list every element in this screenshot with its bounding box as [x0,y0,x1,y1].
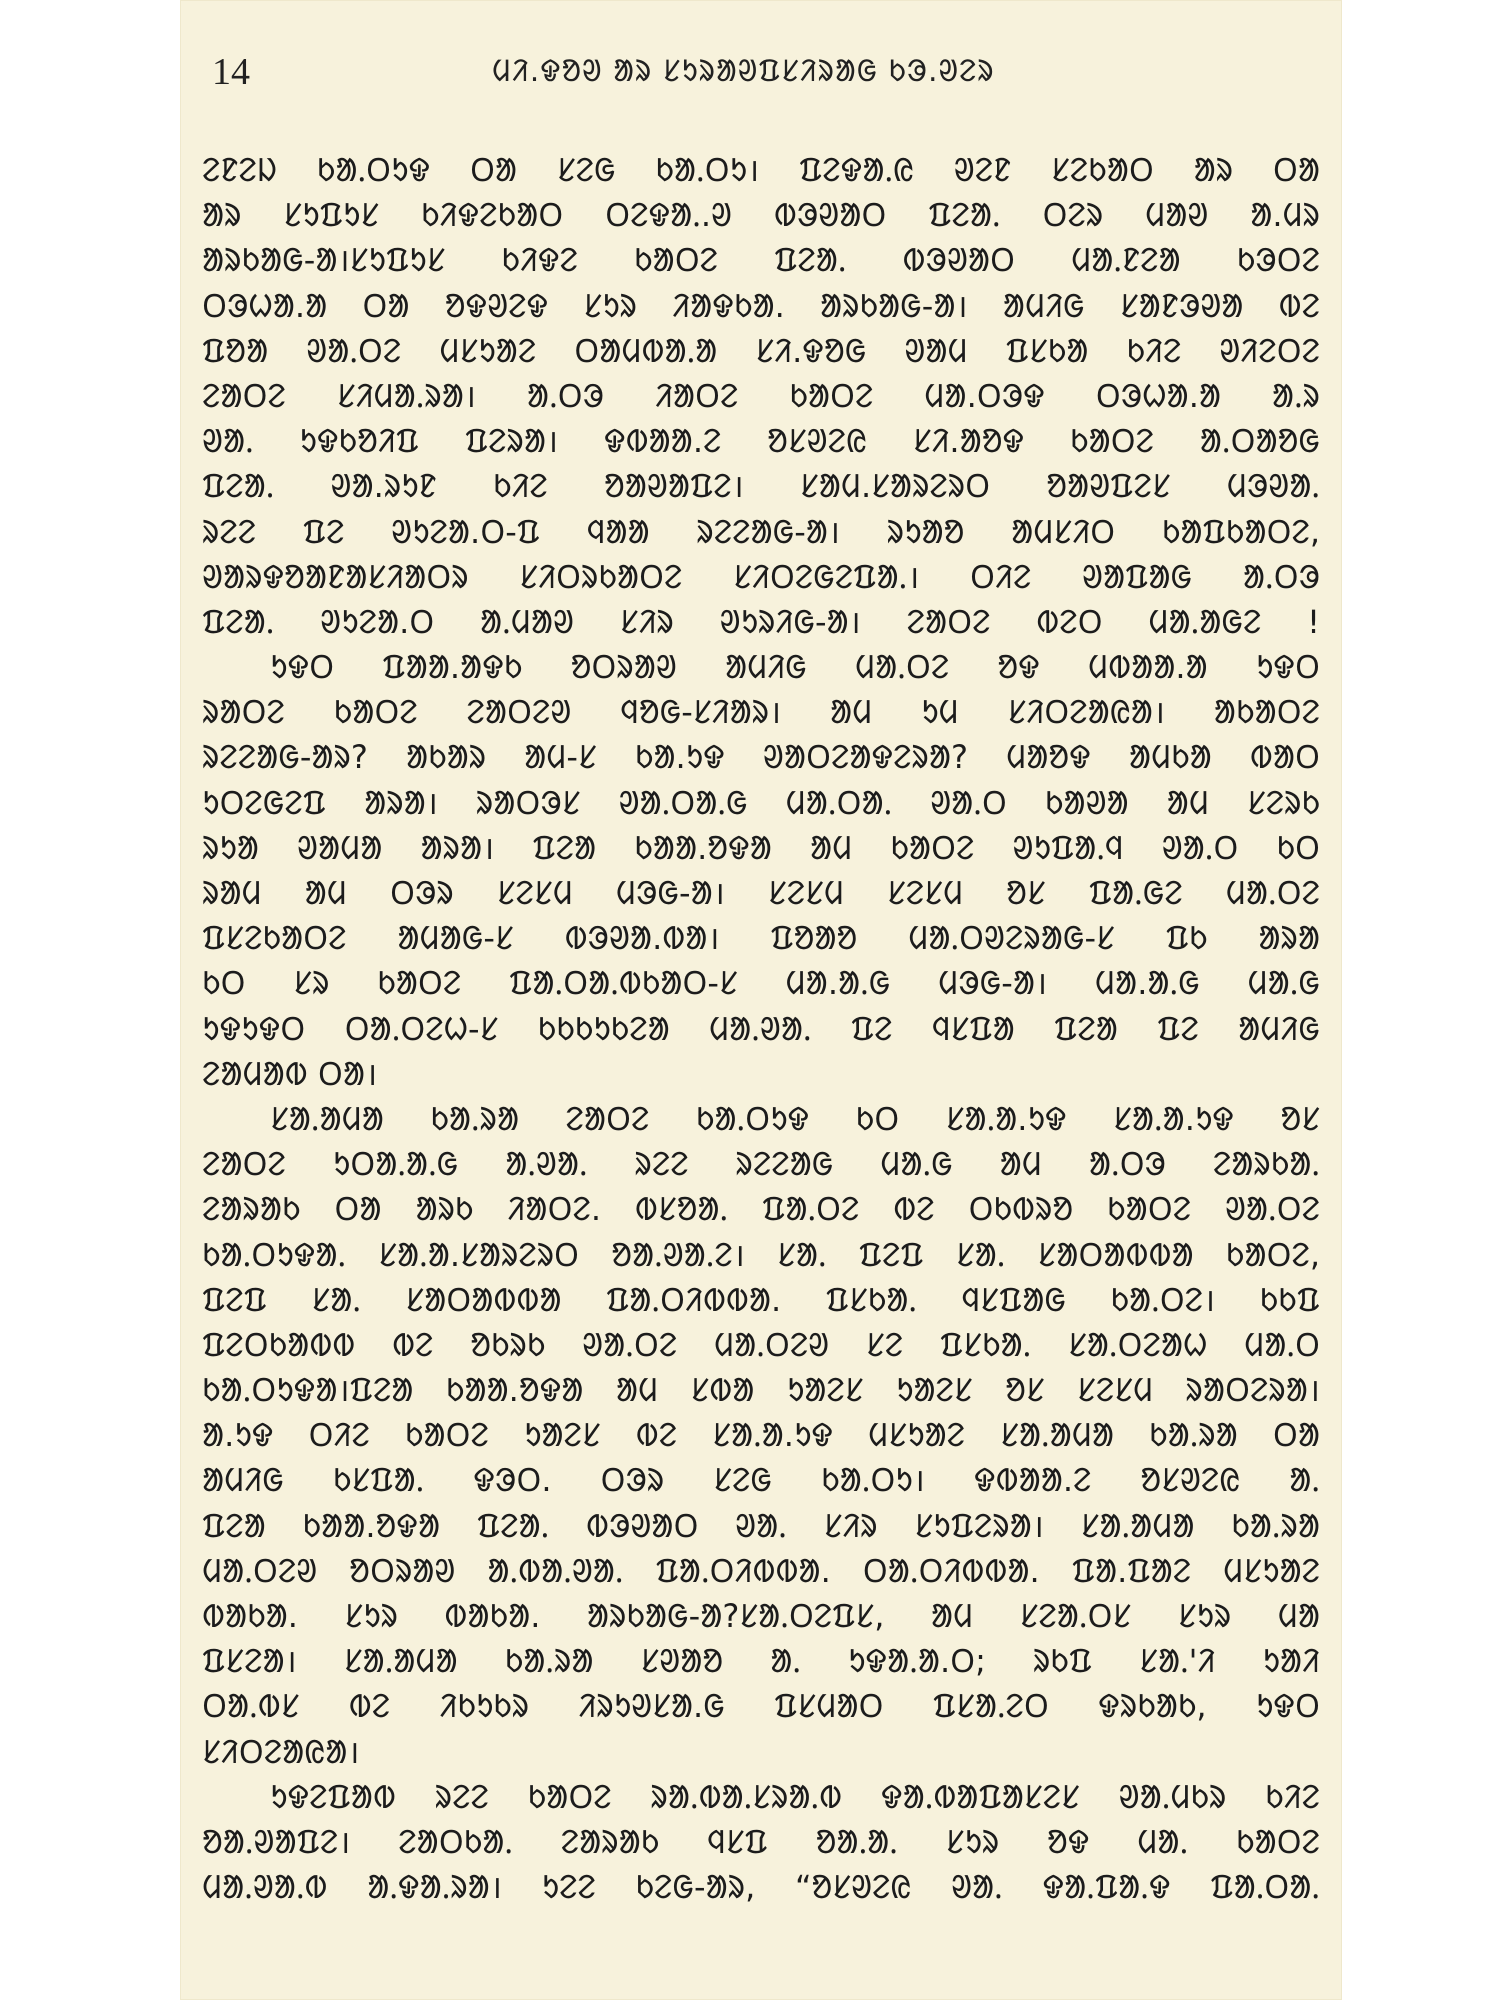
paragraph [202,148,1320,645]
text-line: ᱨᱩᱟ ᱣᱟᱢᱟ ᱟᱨᱟ। ᱯᱮᱟ ᱠᱟᱟ.ᱚᱫᱟ ᱟᱢ ᱠᱟᱛᱮ ᱣᱩᱯᱟᱹᱧ ᱣᱟᱹᱛ ᱠᱛ [202,828,1320,867]
paragraph [202,645,1320,1097]
text-line: ᱨᱟᱢ ᱟᱢ ᱛᱳᱨ ᱥᱮᱥᱢ ᱢᱳᱜ-ᱟ। ᱥᱮᱥᱢ ᱥᱮᱥᱢ ᱚᱥ ᱯᱟᱹᱜᱮ ᱢᱟᱹᱛᱮ [202,874,1320,912]
running-title: ᱢᱤ.ᱫᱚᱣ ᱟᱨ ᱥᱩᱨᱟᱣᱯᱥᱤᱨᱟᱜ ᱠᱳ.ᱣᱮᱨ [492,54,995,89]
page-header [212,44,1274,100]
text-line: ᱨᱮᱮᱟᱜ-ᱟᱨ? ᱟᱠᱟᱨ ᱟᱢ-ᱥ ᱠᱟ.ᱩᱫ ᱣᱟᱛᱮᱟᱫᱮᱨᱟ? ᱢᱟᱚᱫ ᱟᱢᱠᱟ ᱵᱟᱛ [202,738,1320,777]
text-line: ᱟᱨᱠᱟᱜ-ᱟ।ᱥᱩᱯᱩᱥ ᱠᱤᱫᱮ ᱠᱟᱛᱮ ᱯᱮᱟᱹ ᱵᱳᱣᱟᱛ ᱢᱟᱹᱱᱮᱟ ᱠᱳᱛᱮ [202,241,1320,280]
text-line: ᱩᱫᱮᱯᱟᱵ ᱨᱮᱮ ᱠᱟᱛᱮ ᱨᱟᱹᱵᱟᱹᱥᱨᱟᱹᱵ ᱫᱟᱹᱵᱟᱯᱟᱥᱮᱥ ᱣᱟᱹᱢᱠᱨ ᱠᱤᱮ [270,1777,1320,1816]
text-line: ᱠᱟᱹᱛᱩᱫᱟᱹ ᱥᱟᱹᱟ.ᱥᱟᱨᱮᱨᱛ ᱚᱟᱹᱣᱟᱹᱮ। ᱥᱟᱹ ᱯᱮᱯ ᱥᱟᱹ ᱥᱟᱛᱟᱵᱵᱟ ᱠᱟᱛᱮ, [202,1235,1320,1274]
paragraph [202,1775,1320,1911]
text-line: ᱯᱮᱛᱠᱟᱵᱵ ᱵᱮ ᱚᱠᱨᱠ ᱣᱟᱹᱛᱮ ᱢᱟᱹᱛᱮᱣ ᱥᱮ ᱯᱥᱠᱟᱹ ᱥᱟᱹᱛᱮᱟᱦ ᱢᱟᱹᱛ [202,1325,1320,1364]
text-line: ᱯᱥᱮᱟ। ᱥᱟᱹᱟᱢᱟ ᱠᱟᱹᱨᱟ ᱥᱣᱟᱚ ᱟᱹ ᱩᱫᱟᱹᱟ.ᱛ; ᱨᱠᱯ ᱥᱟᱹ'ᱤ ᱩᱟᱤ [202,1642,1320,1681]
text-line: ᱯᱮᱯ ᱥᱟᱹ ᱥᱟᱛᱟᱵᱵᱟ ᱯᱟᱹᱛᱤᱵᱵᱟ. ᱯᱥᱠᱟᱹ ᱧᱥᱯᱟᱜ ᱠᱟᱹᱛᱮ। ᱠᱠᱯ [202,1280,1320,1319]
text-line: ᱥᱤᱛᱮᱟᱭᱟ। [202,1732,360,1771]
text-line: ᱯᱮᱟᱹ ᱣᱩᱮᱟ.ᱛ ᱟᱹᱢᱟᱣ ᱥᱤᱨ ᱣᱩᱨᱤᱜ-ᱟ। ᱮᱟᱛᱮ ᱵᱮᱛ ᱢᱟᱹᱟᱜᱮ ! [202,602,1320,641]
text-line: ᱢᱟᱹᱛᱮᱣ ᱚᱛᱨᱟᱣ ᱟᱹᱵᱟᱹᱣᱟᱹ ᱯᱟᱹᱛᱤᱵᱵᱟ. ᱛᱟᱹᱛᱤᱵᱵᱟ. ᱯᱟ.ᱯᱟᱮ ᱢᱥᱩᱟᱮ [202,1551,1320,1590]
text-line: ᱛᱟᱹᱵᱥ ᱵᱮ ᱤᱠᱩᱠᱨ ᱤᱨᱩᱣᱥᱟ.ᱜ ᱯᱥᱢᱟᱛ ᱯᱥᱟᱹᱮᱛ ᱫᱨᱠᱟᱠ, ᱩᱫᱛ [202,1687,1320,1726]
text-line: ᱵᱟᱠᱟ. ᱥᱩᱨ ᱵᱟᱠᱟ. ᱟᱨᱠᱟᱜ-ᱟ?ᱥᱟᱹᱛᱮᱯᱥ, ᱟᱢ ᱥᱮᱟᱹᱛᱥ ᱥᱩᱨ ᱢᱟ [202,1597,1320,1635]
text-line: ᱯᱮᱟ ᱠᱟᱟ.ᱚᱫᱟ ᱯᱮᱟᱹ ᱵᱳᱣᱟᱛ ᱣᱟᱹ ᱥᱤᱨ ᱥᱩᱯᱮᱨᱟ। ᱥᱟᱹᱟᱢᱟ ᱠᱟᱹᱨᱟ [202,1506,1320,1545]
text-line: ᱥᱟᱹᱟᱢᱟ ᱠᱟᱹᱨᱟ ᱮᱟᱛᱮ ᱠᱟᱹᱛᱩᱫ ᱠᱛ ᱥᱟᱹᱟ.ᱩᱫ ᱥᱟᱹᱟ.ᱩᱫ ᱚᱥ [270,1099,1320,1138]
text-line: ᱯᱮᱟᱹ ᱣᱟ.ᱨᱩᱱ ᱠᱤᱮ ᱚᱟᱣᱟᱯᱮ। ᱥᱟᱢ.ᱥᱟᱨᱮᱨᱛ ᱚᱟᱣᱯᱮᱥ ᱢᱳᱣᱟᱹ [202,467,1320,506]
text-line: ᱢᱟᱹᱣᱟᱹᱵ ᱟᱹᱫᱟᱹᱨᱟ। ᱩᱮᱮ ᱠᱮᱜ-ᱟᱨ, “ᱚᱥᱣᱮᱭ ᱣᱟᱹ ᱫᱟᱹᱯᱟᱹᱫ ᱯᱟᱹᱛᱟᱹ [202,1868,1320,1907]
text-line: ᱩᱫᱩᱫᱛ ᱛᱟᱹᱛᱮᱦ-ᱥ ᱠᱠᱠᱩᱠᱮᱟ ᱢᱟᱹᱣᱟᱹ ᱯᱮ ᱧᱥᱯᱟ ᱯᱮᱟ ᱯᱮ ᱟᱢᱤᱜ [202,1009,1320,1048]
text-line: ᱨᱟᱛᱮ ᱠᱟᱛᱮ ᱮᱟᱛᱮᱣ ᱧᱚᱜ-ᱥᱤᱟᱨ। ᱟᱢ ᱩᱢ ᱥᱤᱛᱮᱟᱭᱟ। ᱟᱠᱟᱛᱮ [202,693,1320,732]
paragraph [202,1097,1320,1775]
text-line: ᱮᱟᱨᱟᱠ ᱛᱟ ᱟᱨᱠ ᱤᱟᱛᱮ. ᱵᱥᱚᱟᱹ ᱯᱟᱹᱛᱮ ᱵᱮ ᱛᱠᱵᱨᱚ ᱠᱟᱛᱮ ᱣᱟᱹᱛᱮ [202,1190,1320,1229]
text-line: ᱠᱛ ᱥᱨ ᱠᱟᱛᱮ ᱯᱟᱹᱛᱟᱹᱵᱠᱟᱛ-ᱥ ᱢᱟ.ᱟᱹᱜ ᱢᱳᱜ-ᱟ। ᱢᱟ.ᱟᱹᱜ ᱢᱟᱹᱜ [202,964,1320,1003]
text-line: ᱯᱥᱮᱠᱟᱛᱮ ᱟᱢᱟᱜ-ᱥ ᱵᱳᱣᱟ.ᱵᱟ। ᱯᱚᱟᱚ ᱢᱟᱹᱛᱣᱮᱨᱟᱜ-ᱥ ᱯᱠ ᱟᱨᱟ [202,919,1320,958]
text-line: ᱟᱨ ᱥᱩᱯᱩᱥ ᱠᱤᱫᱮᱠᱟᱛ ᱛᱮᱫᱟᱹ.ᱣ ᱵᱳᱣᱟᱛ ᱯᱮᱟᱹ ᱛᱮᱨ ᱢᱟᱣ ᱟ.ᱢᱨ [202,196,1320,235]
book-page [180,0,1342,2000]
text-line: ᱚᱟᱹᱣᱟᱯᱮ। ᱮᱟᱛᱠᱟᱹ ᱮᱟᱨᱟᱠ ᱧᱥᱯ ᱚᱟᱹᱟᱹ ᱥᱩᱨ ᱚᱫ ᱢᱟᱹ ᱠᱟᱛᱮ [202,1822,1320,1861]
page-number: 14 [212,51,250,93]
text-line: ᱛᱳᱦᱟ.ᱟ ᱛᱟ ᱚᱫᱣᱮᱫ ᱥᱩᱨ ᱤᱟᱫᱠᱟ. ᱟᱨᱠᱟᱜ-ᱟ। ᱟᱢᱤᱜ ᱥᱟᱱᱳᱣᱟ ᱵᱮ [202,286,1320,325]
text-line: ᱨᱮᱮ ᱯᱮ ᱣᱩᱮᱟ.ᱛ-ᱯ ᱧᱟᱟ ᱨᱮᱮᱟᱜ-ᱟ। ᱨᱩᱟᱚ ᱟᱢᱥᱤᱛ ᱠᱟᱯᱠᱟᱛᱮ, [202,512,1320,551]
text-line: ᱣᱟᱨᱫᱚᱟᱱᱟᱥᱤᱟᱛᱨ ᱥᱤᱛᱨᱠᱟᱛᱮ ᱥᱤᱛᱮᱜᱮᱯᱟᱹ। ᱛᱤᱮ ᱣᱟᱯᱟᱜ ᱟᱹᱛᱳ [202,557,1320,596]
text-line: ᱣᱟᱹ ᱩᱫᱠᱚᱤᱯ ᱯᱮᱨᱟ। ᱫᱵᱟᱟ.ᱮ ᱚᱥᱣᱮᱭ ᱥᱤ.ᱟᱚᱫ ᱠᱟᱛᱮ ᱟᱹᱛᱟᱚᱜ [202,422,1320,461]
text-line: ᱩᱫᱛ ᱯᱟᱟ.ᱟᱫᱠ ᱚᱛᱨᱟᱣ ᱟᱢᱤᱜ ᱢᱟᱹᱛᱮ ᱚᱫ ᱢᱵᱟᱟ.ᱟ ᱩᱫᱛ [270,648,1320,687]
text-line: ᱯᱚᱟ ᱣᱟᱹᱛᱮ ᱢᱥᱩᱟᱮ ᱛᱟᱢᱵᱟᱹᱟ ᱥᱤ.ᱫᱚᱜ ᱣᱟᱢ ᱯᱥᱠᱟ ᱠᱤᱮ ᱣᱤᱮᱛᱮ [202,331,1320,370]
text-line: ᱩᱛᱮᱜᱮᱯ ᱟᱨᱟ। ᱨᱟᱛᱳᱥ ᱣᱟᱹᱛᱟᱹᱜ ᱢᱟᱹᱛᱟᱹ ᱣᱟᱹᱛ ᱠᱟᱣᱟ ᱟᱢ ᱥᱮᱨᱠ [202,783,1320,822]
text-line: ᱠᱟᱹᱛᱩᱫᱟ।ᱯᱮᱟ ᱠᱟᱟ.ᱚᱫᱟ ᱟᱢ ᱥᱵᱟ ᱩᱟᱮᱥ ᱩᱟᱮᱥ ᱚᱥ ᱥᱮᱥᱢ ᱨᱟᱛᱮᱨᱟ। [202,1371,1320,1410]
text-line: ᱟᱢᱤᱜ ᱠᱥᱯᱟᱹ ᱫᱳᱛ. ᱛᱳᱨ ᱥᱮᱜ ᱠᱟᱹᱛᱩ। ᱫᱵᱟᱟ.ᱮ ᱚᱥᱣᱮᱭ ᱟᱹ [202,1461,1320,1500]
text-line: ᱮᱟᱢᱟᱵ ᱛᱟ। [202,1054,378,1093]
text-line: ᱟ.ᱩᱫ ᱛᱤᱮ ᱠᱟᱛᱮ ᱩᱟᱮᱥ ᱵᱮ ᱥᱟᱹᱟ.ᱩᱫ ᱢᱥᱩᱟᱮ ᱥᱟᱹᱟᱢᱟ ᱠᱟᱹᱨᱟ ᱛᱟ [202,1416,1320,1455]
text-line: ᱮᱱᱮᱡ ᱠᱟᱹᱛᱩᱫ ᱛᱟ ᱥᱮᱜ ᱠᱟᱹᱛᱩ। ᱯᱮᱫᱟᱹᱭ ᱣᱮᱱ ᱥᱮᱠᱟᱛ ᱟᱨ ᱛᱟ [202,151,1320,189]
text-body [202,148,1320,1910]
text-line: ᱮᱟᱛᱮ ᱥᱤᱢᱟᱹᱨᱟ। ᱟᱹᱛᱳ ᱤᱟᱛᱮ ᱠᱟᱛᱮ ᱢᱟ.ᱛᱳᱫ ᱛᱳᱦᱟ.ᱟ ᱟᱹᱨ [202,376,1320,415]
text-line: ᱮᱟᱛᱮ ᱩᱛᱟᱹᱟᱹᱜ ᱟᱹᱣᱟᱹ ᱨᱮᱮ ᱨᱮᱮᱟᱜ ᱢᱟᱹᱜ ᱟᱢ ᱟᱹᱛᱳ ᱮᱟᱨᱠᱟᱹ [202,1145,1320,1184]
